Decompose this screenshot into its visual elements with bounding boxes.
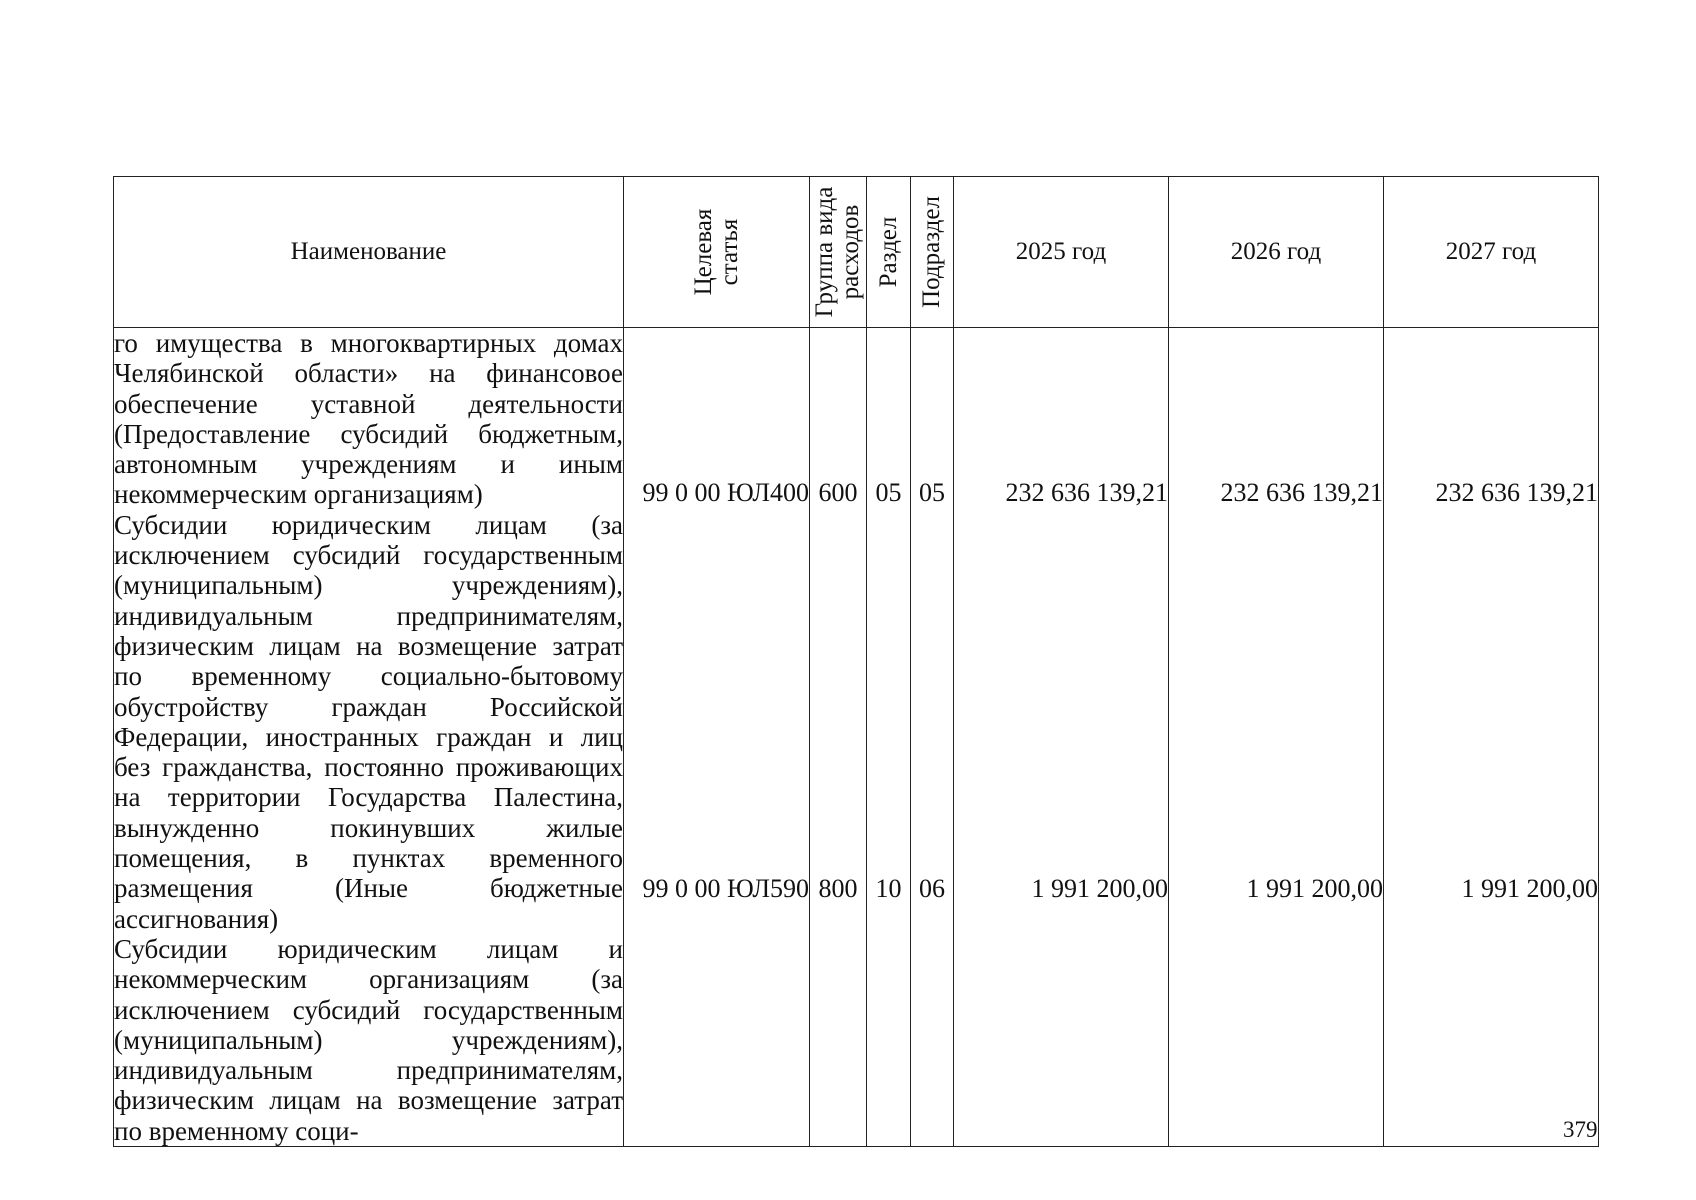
row1-amount-2027: 232 636 139,21 [1435, 478, 1598, 507]
header-section [867, 177, 911, 328]
row2-target-article: 99 0 00 ЮЛ590 [642, 874, 809, 903]
name-text-1: го имущества в многоквартирных домах Челябинской области» на финансовое обеспечение уставной деятельности (Предоставление субсидий бюджетным, автономным учреждениям и иным некоммерческим организациям) [114, 328, 623, 510]
header-expense-group-label: Группа вида расходов [810, 186, 864, 318]
row2-amount-2025: 1 991 200,00 [1031, 874, 1168, 903]
header-year-2025-label: 2025 год [1015, 238, 1107, 265]
year-2027-cell [1384, 328, 1599, 1147]
header-year-2027-label: 2027 год [1445, 238, 1537, 265]
row1-target-article: 99 0 00 ЮЛ400 [642, 478, 809, 507]
header-section-label: Раздел [874, 216, 902, 288]
table-body-row [114, 328, 1599, 1147]
row2-subsection: 06 [919, 874, 945, 903]
row1-amount-2025: 232 636 139,21 [1005, 478, 1168, 507]
header-subsection [911, 177, 954, 328]
row2-expense-group: 800 [818, 874, 858, 903]
header-expense-group [810, 177, 867, 328]
header-subsection-label: Подраздел [917, 196, 945, 308]
row2-amount-2027: 1 991 200,00 [1461, 874, 1598, 903]
section-cell [867, 328, 911, 1147]
row1-subsection: 05 [919, 478, 945, 507]
row1-expense-group: 600 [818, 478, 858, 507]
header-target-article [624, 177, 810, 328]
header-target-article-label: Целевая статья [689, 208, 743, 296]
name-text-3: Субсидии юридическим лицам и некоммерческим организациям (за исключением субсидий государственным (муниципальным) учреждениям), индивидуальным предпринимателям, физическим лицам на возмещение затрат по временному соци- [114, 933, 623, 1146]
row2-section: 10 [875, 874, 902, 903]
row2-amount-2026: 1 991 200,00 [1246, 874, 1383, 903]
year-2025-cell [954, 328, 1169, 1147]
header-year-2026-label: 2026 год [1230, 238, 1322, 265]
expense-group-cell [810, 328, 867, 1147]
header-name-label: Наименование [290, 238, 447, 265]
header-year-2027 [1384, 177, 1599, 328]
name-text-2: Субсидии юридическим лицам (за исключением субсидий государственным (муниципальным) учреждениям), индивидуальным предпринимателям, физическим лицам на возмещение затрат по временному социально-бытовому обустройству граждан Российской Федерации, иностранных граждан и лиц без гражданства, постоянно проживающих на территории Государства Палестина, вынужденно покинувших жилые помещения, в пунктах временного размещения (Иные бюджетные ассигнования) [114, 509, 623, 934]
header-name [114, 177, 624, 328]
target-article-cell [624, 328, 810, 1147]
subsection-cell [911, 328, 954, 1147]
year-2026-cell [1169, 328, 1384, 1147]
name-cell [114, 328, 624, 1147]
budget-table [113, 176, 1599, 1147]
page-number: 379 [1563, 1117, 1598, 1142]
row1-amount-2026: 232 636 139,21 [1220, 478, 1383, 507]
header-year-2026 [1169, 177, 1384, 328]
header-row [114, 177, 1599, 328]
row1-section: 05 [875, 478, 902, 507]
header-year-2025 [954, 177, 1169, 328]
